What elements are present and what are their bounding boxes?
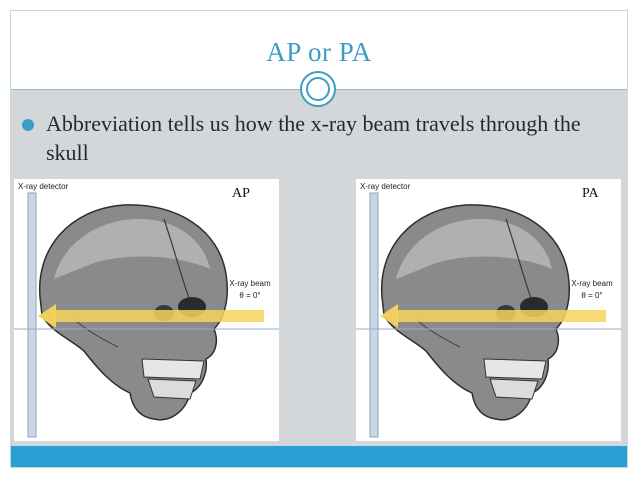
- beam-angle-label: θ = 0°: [239, 291, 261, 300]
- beam-angle-label: θ = 0°: [581, 291, 603, 300]
- slide-frame: [10, 10, 628, 468]
- detector-label: X-ray detector: [18, 182, 69, 191]
- slide-title: AP or PA: [266, 37, 372, 67]
- detector-label: X-ray detector: [360, 182, 411, 191]
- panel-label-ap: AP: [232, 186, 250, 201]
- panel-label-pa: PA: [582, 186, 599, 201]
- beam-label: X-ray beam: [571, 279, 613, 288]
- bullet-text: Abbreviation tells us how the x-ray beam travels through the skull: [46, 111, 581, 165]
- beam-label: X-ray beam: [229, 279, 271, 288]
